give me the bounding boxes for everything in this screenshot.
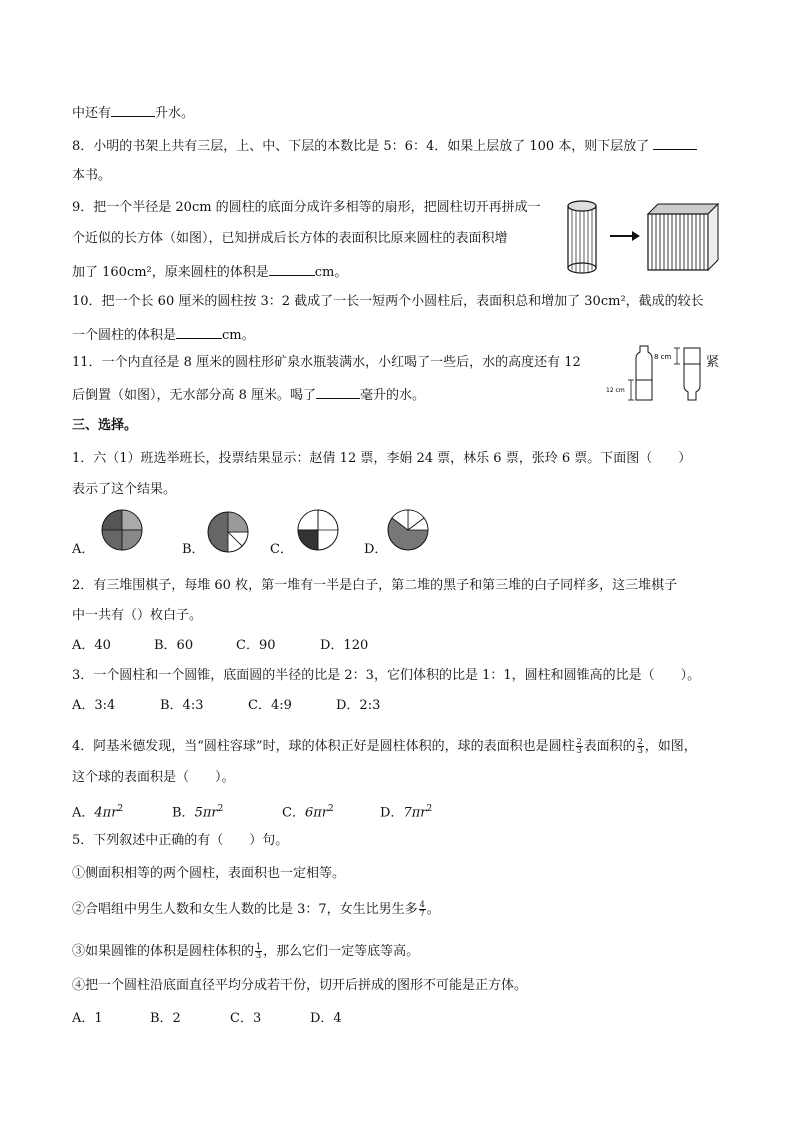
- choice-4-option-d[interactable]: [380, 801, 432, 821]
- question-text: 10．把一个长 60 厘米的圆柱按 3：2 截成了一长一短两个小圆柱后，表面积总和增加了 30cm²，截成的较长: [72, 294, 704, 309]
- option-label: D．120: [320, 638, 369, 653]
- frac-den: 7: [419, 909, 425, 918]
- choice-4-option-c[interactable]: [282, 801, 334, 821]
- option-label: B．2: [150, 1011, 181, 1026]
- option-label: A．1: [72, 1011, 103, 1026]
- option-label: C．: [282, 805, 305, 821]
- option-label: B．60: [154, 638, 194, 653]
- choice-5-option-c[interactable]: [230, 1011, 261, 1027]
- question-text: 毫升的水。: [360, 388, 426, 403]
- period: 。: [426, 902, 440, 917]
- statement-text: ④把一个圆柱沿底面直径平均分成若干份，切开后拼成的图形不可能是正方体。: [72, 978, 528, 993]
- option-label: C．3: [230, 1011, 262, 1026]
- choice-3-option-b[interactable]: [160, 698, 203, 714]
- superscript: 2: [117, 804, 124, 814]
- question-text: 4．阿基米德发现，当“圆柱容球”时，球的体积正好是圆柱体积的，球的表面积也是圆柱: [72, 739, 575, 754]
- frac-den: 3: [576, 746, 582, 755]
- question-11-tail: [706, 355, 719, 371]
- question-text: 紧: [706, 355, 720, 370]
- fraction-two-thirds: [637, 738, 644, 755]
- question-text: 2．有三堆围棋子，每堆 60 枚，第一堆有一半是白子，第二堆的黑子和第三堆的白子同样多，这三堆棋子: [72, 578, 678, 593]
- question-10-line1: [72, 294, 704, 310]
- choice-3-option-a[interactable]: [72, 698, 115, 714]
- question-10-line2: [72, 326, 255, 344]
- section-heading: [72, 418, 137, 434]
- question-text: 本书。: [72, 168, 112, 183]
- option-label: D．2:3: [336, 698, 381, 713]
- question-text: cm。: [314, 265, 348, 280]
- option-label: C．: [270, 542, 293, 557]
- choice-5-option-d[interactable]: [310, 1011, 342, 1027]
- option-math: 6πr: [304, 805, 328, 821]
- choice-1-option-a[interactable]: [72, 542, 94, 558]
- option-label: A．40: [72, 638, 111, 653]
- statement-3: [72, 943, 419, 960]
- answer-blank[interactable]: [653, 137, 697, 150]
- text: 升水。: [155, 106, 195, 121]
- choice-2-option-b[interactable]: [154, 638, 193, 654]
- frac-num: 1: [256, 942, 262, 951]
- answer-blank[interactable]: [111, 104, 155, 117]
- pie-chart-d: [386, 508, 430, 552]
- question-text: 表示了这个结果。: [72, 482, 177, 497]
- question-9-line1: [72, 200, 541, 216]
- choice-1-option-b[interactable]: [182, 542, 205, 558]
- option-math: 7πr: [403, 805, 427, 821]
- cylinder-icon: [568, 201, 596, 273]
- choice-5-option-a[interactable]: [72, 1011, 103, 1027]
- option-label: A．3:4: [72, 698, 116, 713]
- pie-chart-b: [206, 510, 250, 554]
- question-9-line3: [72, 263, 347, 281]
- question-text: 11．一个内直径是 8 厘米的圆柱形矿泉水瓶装满水，小红喝了一些后，水的高度还有 12: [72, 355, 581, 370]
- cylinder-to-cuboid-figure: [560, 196, 740, 276]
- question-8-cont: [72, 168, 111, 184]
- superscript: 2: [217, 804, 224, 814]
- superscript: 2: [426, 804, 433, 814]
- choice-2-option-a[interactable]: [72, 638, 111, 654]
- upright-bottle-icon: [636, 346, 652, 400]
- label-12cm: 12 cm: [606, 387, 625, 394]
- question-8: [72, 137, 697, 155]
- choice-3-option-d[interactable]: [336, 698, 380, 714]
- question-text: 中一共有（）枚白子。: [72, 608, 203, 623]
- answer-blank[interactable]: [176, 326, 222, 339]
- choice-5-line1: [72, 833, 288, 849]
- answer-blank[interactable]: [316, 386, 360, 399]
- choice-5-option-b[interactable]: [150, 1011, 181, 1027]
- fraction-two-thirds: [576, 738, 583, 755]
- question-text: 个近似的长方体（如图），已知拼成后长方体的表面积比原来圆柱的表面积增: [72, 231, 508, 246]
- pie-chart-a: [100, 508, 144, 552]
- option-label: A．: [72, 542, 95, 557]
- option-math: 4πr: [94, 805, 118, 821]
- choice-4-line2: [72, 770, 235, 786]
- option-label: D．4: [310, 1011, 342, 1026]
- pie-chart-c: [296, 508, 340, 552]
- statement-2: [72, 901, 440, 918]
- question-text: ，如图，: [644, 739, 697, 754]
- statement-1: [72, 866, 345, 882]
- frac-den: 3: [256, 951, 262, 960]
- option-label: B．: [182, 542, 205, 557]
- choice-4-line1: [72, 738, 697, 755]
- option-label: D．: [380, 805, 404, 821]
- section-title: 三、选择。: [72, 418, 138, 433]
- question-text: 3．一个圆柱和一个圆锥，底面圆的半径的比是 2：3，它们体积的比是 1：1，圆柱和圆锥高的比是（ ）。: [72, 668, 701, 683]
- question-text: 表面积的: [583, 739, 636, 754]
- label-8cm: 8 cm: [654, 353, 672, 361]
- option-label: B．: [172, 805, 195, 821]
- frac-num: 2: [637, 737, 643, 746]
- option-label: A．: [72, 805, 95, 821]
- choice-2-option-d[interactable]: [320, 638, 368, 654]
- statement-text: ，那么它们一定等底等高。: [263, 944, 420, 959]
- option-math: 5πr: [194, 805, 218, 821]
- fraction-one-third: [255, 943, 262, 960]
- option-label: B．4:3: [160, 698, 204, 713]
- choice-4-option-b[interactable]: [172, 801, 223, 821]
- choice-4-option-a[interactable]: [72, 801, 123, 821]
- cuboid-icon: [648, 204, 718, 270]
- question-text: 5．下列叙述中正确的有（ ）句。: [72, 833, 289, 848]
- frac-num: 2: [576, 737, 582, 746]
- option-label: C．90: [236, 638, 276, 653]
- question-text: 一个圆柱的体积是: [72, 328, 177, 343]
- choice-1-option-c[interactable]: [270, 542, 293, 558]
- statement-text: ②合唱组中男生人数和女生人数的比是 3：7，女生比男生多: [72, 902, 418, 917]
- question-text: 这个球的表面积是（ ）。: [72, 770, 235, 785]
- question-text: cm。: [222, 328, 255, 343]
- choice-1-line2: [72, 482, 176, 498]
- option-label: D．: [364, 542, 388, 557]
- question-text: 1．六（1）班选举班长，投票结果显示：赵倩 12 票，李娟 24 票，林乐 6 票，张玲 6 票。下面图（ ）: [72, 451, 692, 466]
- choice-3-option-c[interactable]: [248, 698, 292, 714]
- statement-text: ③如果圆锥的体积是圆柱体积的: [72, 944, 255, 959]
- question-text: 9．把一个半径是 20cm 的圆柱的底面分成许多相等的扇形，把圆柱切开再拼成一: [72, 200, 541, 215]
- arrow-right-icon: [610, 231, 640, 241]
- frac-num: 4: [419, 900, 425, 909]
- choice-2-line1: [72, 578, 677, 594]
- bottle-figure: [604, 344, 704, 404]
- choice-1-option-d[interactable]: [364, 542, 387, 558]
- question-text: 后倒置（如图），无水部分高 8 厘米。喝了: [72, 388, 317, 403]
- text: 中还有: [72, 106, 112, 121]
- choice-3-line1: [72, 668, 700, 684]
- question-11-line1: [72, 355, 581, 371]
- question-11-line2: [72, 386, 425, 404]
- question-9-line2: [72, 231, 508, 247]
- fill-line-water: [72, 104, 194, 122]
- choice-2-line2: [72, 608, 202, 624]
- fraction-four-sevenths: [419, 901, 426, 918]
- frac-den: 3: [637, 746, 643, 755]
- statement-4: [72, 978, 527, 994]
- choice-2-option-c[interactable]: [236, 638, 276, 654]
- option-label: C．4:9: [248, 698, 292, 713]
- question-text: 8．小明的书架上共有三层，上、中、下层的本数比是 5：6：4．如果上层放了 100 本，则下层放了: [72, 139, 650, 154]
- superscript: 2: [327, 804, 334, 814]
- inverted-bottle-icon: [684, 348, 700, 400]
- question-text: 加了 160cm²，原来圆柱的体积是: [72, 265, 269, 280]
- statement-text: ①侧面积相等的两个圆柱，表面积也一定相等。: [72, 866, 346, 881]
- choice-1-line1: [72, 451, 691, 467]
- answer-blank[interactable]: [269, 263, 315, 276]
